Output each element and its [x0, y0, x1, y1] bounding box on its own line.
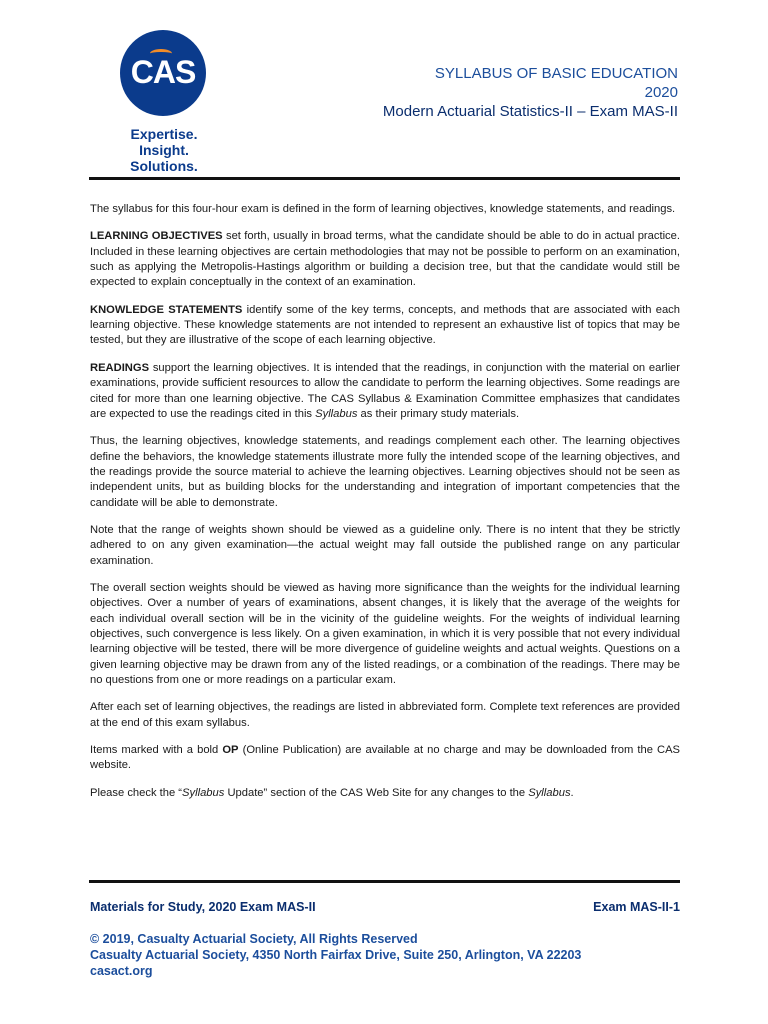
online-publication-op: OP [222, 744, 239, 757]
section-weights-paragraph [90, 581, 680, 688]
syllabus-update-italic-2: Syllabus [528, 786, 571, 799]
learning-objectives-term: LEARNING OBJECTIVES [90, 230, 223, 243]
online-publication-text-b: (Online Publication) are available at no charge and may be downloaded from the CAS website. [90, 744, 680, 772]
online-publication-text-a: Items marked with a bold [90, 744, 223, 757]
footer-copyright: © 2019, Casualty Actuarial Society, All Rights Reserved [90, 932, 418, 946]
logo-mark: CAS [130, 54, 196, 90]
knowledge-statements-paragraph [90, 303, 680, 349]
footer-divider [89, 880, 680, 883]
readings-paragraph [90, 361, 680, 422]
learning-objectives-text: set forth, usually in broad terms, what the candidate should be able to do in actual practice. Included in these learning objectives are certain methodologies that may not be possible to perform on an examination, such as applying the Metropolis-Hastings algorithm or building a decision tree, but that the candidate would still be expected to explain conceptually in the context of an examination. [90, 230, 680, 289]
footer-address: Casualty Actuarial Society, 4350 North Fairfax Drive, Suite 250, Arlington, VA 22203 [90, 948, 582, 962]
learning-objectives-paragraph [90, 229, 680, 290]
complement-paragraph [90, 434, 680, 510]
readings-text-b: as their primary study materials. [357, 407, 520, 420]
weights-guideline-paragraph [90, 523, 680, 569]
complement-text: Thus, the learning objectives, knowledge statements, and readings complement each other. The learning objectives define the behaviors, the knowledge statements illustrate more fully the intended scope of the learning objectives, and the readings provide the source material to achieve the learning objectives. Learning objectives should not be seen as independent units, but as building blocks for the understanding and integration of important competencies that the candidate will be able to demonstrate. [90, 435, 680, 509]
abbreviated-readings-paragraph [90, 700, 680, 731]
readings-term: READINGS [90, 361, 150, 374]
cas-logo [106, 30, 222, 174]
footer-website-link[interactable]: casact.org [90, 964, 153, 978]
knowledge-statements-text: identify some of the key terms, concepts, and methods that are associated with each learning objective. These knowledge statements are not intended to represent an exhaustive list of topics that may be tested, but they are illustrative of the scope of each learning objective. [90, 303, 680, 347]
exam-title: Modern Actuarial Statistics-II – Exam MAS-II [382, 103, 678, 120]
logo-tagline-line2: Solutions. [130, 158, 198, 174]
footer-materials-title: Materials for Study, 2020 Exam MAS-II [90, 900, 316, 914]
online-publication-paragraph [90, 743, 680, 774]
logo-tagline-line1: Expertise. Insight. [130, 126, 198, 158]
section-weights-text: The overall section weights should be viewed as having more significance than the weights for the individual learning objectives. Over a number of years of examinations, absent changes, it is likely that the average of the weights for each individual overall section will be in the vicinity of the guideline weights. For the weights of individual learning objectives, such convergence is less likely. On a given examination, in which it is very possible that not every individual learning objective will be tested, there will be more divergence of guideline weights and actual weights. Questions on a given learning objective may be drawn from any of the listed readings, or a combination of the readings. There may be no questions from one or more readings on a particular exam. [90, 582, 680, 686]
footer-page-number: Exam MAS-II-1 [593, 900, 680, 914]
intro-text: The syllabus for this four-hour exam is defined in the form of learning objectives, knowledge statements, and readings. [90, 203, 676, 215]
syllabus-update-text-a: Please check the “ [90, 786, 183, 799]
syllabus-update-text-c: . [570, 786, 574, 799]
weights-guideline-text: Note that the range of weights shown should be viewed as a guideline only. There is no intent that they be strictly adhered to on any given examination—the actual weight may fall outside the published range on any particular examination. [90, 523, 680, 567]
abbreviated-readings-text: After each set of learning objectives, the readings are listed in abbreviated form. Complete text references are provided at the end of this exam syllabus. [90, 701, 680, 729]
header-divider [89, 177, 680, 180]
syllabus-update-paragraph [90, 786, 680, 801]
document-header [383, 64, 678, 121]
intro-paragraph [90, 202, 680, 217]
syllabus-update-italic-1: Syllabus [182, 786, 225, 799]
footer-copyright-block [90, 931, 581, 979]
syllabus-title: SYLLABUS OF BASIC EDUCATION [434, 65, 678, 82]
syllabus-year: 2020 [644, 84, 678, 101]
knowledge-statements-term: KNOWLEDGE STATEMENTS [90, 303, 243, 316]
logo-tagline [106, 126, 222, 174]
syllabus-body [90, 202, 680, 813]
readings-text-a: support the learning objectives. It is intended that the readings, in conjunction with the material on earlier examinations, provide sufficient resources to allow the candidate to perform the learning objectives. Some readings are cited for more than one learning objective. The CAS Syllabus & Examination Committee emphasizes that candidates are expected to use the readings cited in this [90, 361, 680, 420]
readings-syllabus-italic: Syllabus [315, 407, 358, 420]
syllabus-update-text-b: Update” section of the CAS Web Site for any changes to the [224, 786, 529, 799]
